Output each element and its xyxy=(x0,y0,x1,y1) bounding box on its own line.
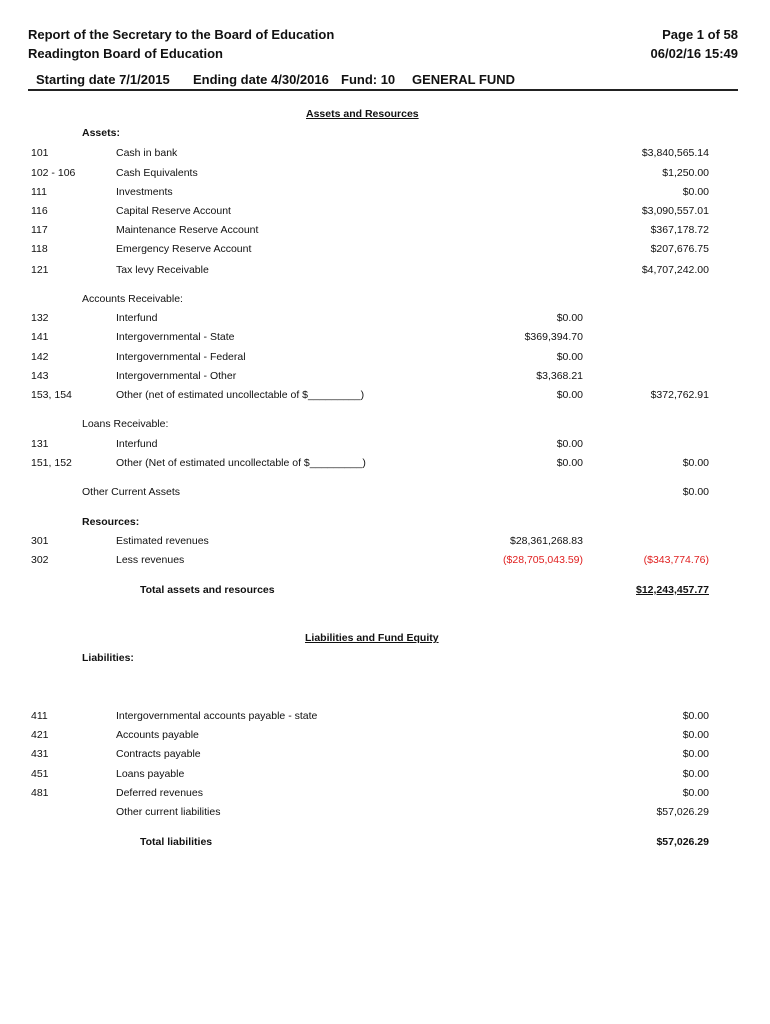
ar-code: 143 xyxy=(31,370,49,382)
ar-code: 141 xyxy=(31,331,49,343)
asset-amount: $367,178.72 xyxy=(650,224,709,236)
asset-code: 118 xyxy=(31,243,48,255)
loan-code: 151, 152 xyxy=(31,457,72,469)
board-name: Readington Board of Education xyxy=(28,46,223,61)
liability-name: Deferred revenues xyxy=(116,787,203,799)
liabilities-section-title: Liabilities and Fund Equity xyxy=(305,632,439,644)
fund-name: GENERAL FUND xyxy=(412,72,516,87)
liability-amount: $0.00 xyxy=(682,768,709,780)
fund-number: Fund: 10 xyxy=(341,72,396,87)
total-assets-amount: $12,243,457.77 xyxy=(636,584,709,596)
resource-total-negative: ($343,774.76) xyxy=(643,554,709,566)
asset-amount: $3,090,557.01 xyxy=(641,205,709,217)
resource-subamount-negative: ($28,705,043.59) xyxy=(503,554,583,566)
asset-code: 117 xyxy=(31,224,48,236)
loan-name: Interfund xyxy=(116,438,158,450)
asset-name: Cash Equivalents xyxy=(116,167,198,179)
asset-name: Investments xyxy=(116,186,173,198)
other-current-assets-amount: $0.00 xyxy=(682,486,709,498)
liability-name: Contracts payable xyxy=(116,748,201,760)
asset-amount: $4,707,242.00 xyxy=(641,264,709,276)
asset-code: 111 xyxy=(31,186,47,198)
asset-name: Emergency Reserve Account xyxy=(116,243,252,255)
ar-code: 142 xyxy=(31,351,49,363)
ar-name: Intergovernmental - State xyxy=(116,331,235,343)
liability-amount: $57,026.29 xyxy=(656,806,709,818)
assets-label: Assets: xyxy=(82,127,120,139)
liability-name: Accounts payable xyxy=(116,729,199,741)
ar-name: Intergovernmental - Federal xyxy=(116,351,246,363)
liability-code: 431 xyxy=(31,748,49,760)
asset-code: 121 xyxy=(31,264,49,276)
total-assets-label: Total assets and resources xyxy=(140,584,275,596)
report-datetime: 06/02/16 15:49 xyxy=(650,46,738,61)
liability-code: 411 xyxy=(31,710,48,722)
ar-subamount: $369,394.70 xyxy=(524,331,583,343)
starting-date: Starting date 7/1/2015 xyxy=(36,72,170,87)
report-title: Report of the Secretary to the Board of Education xyxy=(28,27,335,42)
asset-name: Capital Reserve Account xyxy=(116,205,231,217)
liability-amount: $0.00 xyxy=(682,787,709,799)
page-number: Page 1 of 58 xyxy=(662,27,738,42)
ar-name: Intergovernmental - Other xyxy=(116,370,237,382)
asset-name: Maintenance Reserve Account xyxy=(116,224,259,236)
liability-amount: $0.00 xyxy=(682,710,709,722)
liability-amount: $0.00 xyxy=(682,729,709,741)
liabilities-label: Liabilities: xyxy=(82,652,134,664)
resource-subamount: $28,361,268.83 xyxy=(510,535,583,547)
total-liabilities-label: Total liabilities xyxy=(140,836,213,848)
asset-name: Cash in bank xyxy=(116,147,178,159)
asset-code: 102 - 106 xyxy=(31,167,76,179)
ar-name: Other (net of estimated uncollectable of $_________) xyxy=(116,389,365,401)
header-rule xyxy=(28,89,738,91)
loan-subamount: $0.00 xyxy=(556,457,583,469)
loan-code: 131 xyxy=(31,438,49,450)
liability-code: 481 xyxy=(31,787,49,799)
ar-total: $372,762.91 xyxy=(650,389,709,401)
assets-section-title: Assets and Resources xyxy=(306,108,419,120)
resource-code: 301 xyxy=(31,535,49,547)
ar-code: 153, 154 xyxy=(31,389,72,401)
asset-amount: $3,840,565.14 xyxy=(641,147,709,159)
ar-name: Interfund xyxy=(116,312,158,324)
loan-total: $0.00 xyxy=(682,457,709,469)
resource-name: Less revenues xyxy=(116,554,185,566)
asset-amount: $1,250.00 xyxy=(662,167,709,179)
liability-name: Loans payable xyxy=(116,768,185,780)
total-liabilities-amount: $57,026.29 xyxy=(656,836,709,848)
ar-subamount: $3,368.21 xyxy=(536,370,583,382)
liability-name: Intergovernmental accounts payable - state xyxy=(116,710,318,722)
resource-name: Estimated revenues xyxy=(116,535,209,547)
asset-code: 116 xyxy=(31,205,48,217)
ar-subamount: $0.00 xyxy=(556,389,583,401)
liability-name: Other current liabilities xyxy=(116,806,221,818)
other-current-assets-label: Other Current Assets xyxy=(82,486,181,498)
ar-code: 132 xyxy=(31,312,49,324)
liability-code: 421 xyxy=(31,729,49,741)
resource-code: 302 xyxy=(31,554,49,566)
ar-subamount: $0.00 xyxy=(556,312,583,324)
asset-amount: $207,676.75 xyxy=(650,243,709,255)
liability-amount: $0.00 xyxy=(682,748,709,760)
loan-subamount: $0.00 xyxy=(556,438,583,450)
asset-name: Tax levy Receivable xyxy=(116,264,209,276)
liability-code: 451 xyxy=(31,768,49,780)
resources-label: Resources: xyxy=(82,516,140,528)
accounts-receivable-label: Accounts Receivable: xyxy=(82,293,183,305)
loan-name: Other (Net of estimated uncollectable of $_________) xyxy=(116,457,366,469)
asset-code: 101 xyxy=(31,147,49,159)
asset-amount: $0.00 xyxy=(682,186,709,198)
ending-date: Ending date 4/30/2016 xyxy=(193,72,329,87)
ar-subamount: $0.00 xyxy=(556,351,583,363)
loans-receivable-label: Loans Receivable: xyxy=(82,418,169,430)
